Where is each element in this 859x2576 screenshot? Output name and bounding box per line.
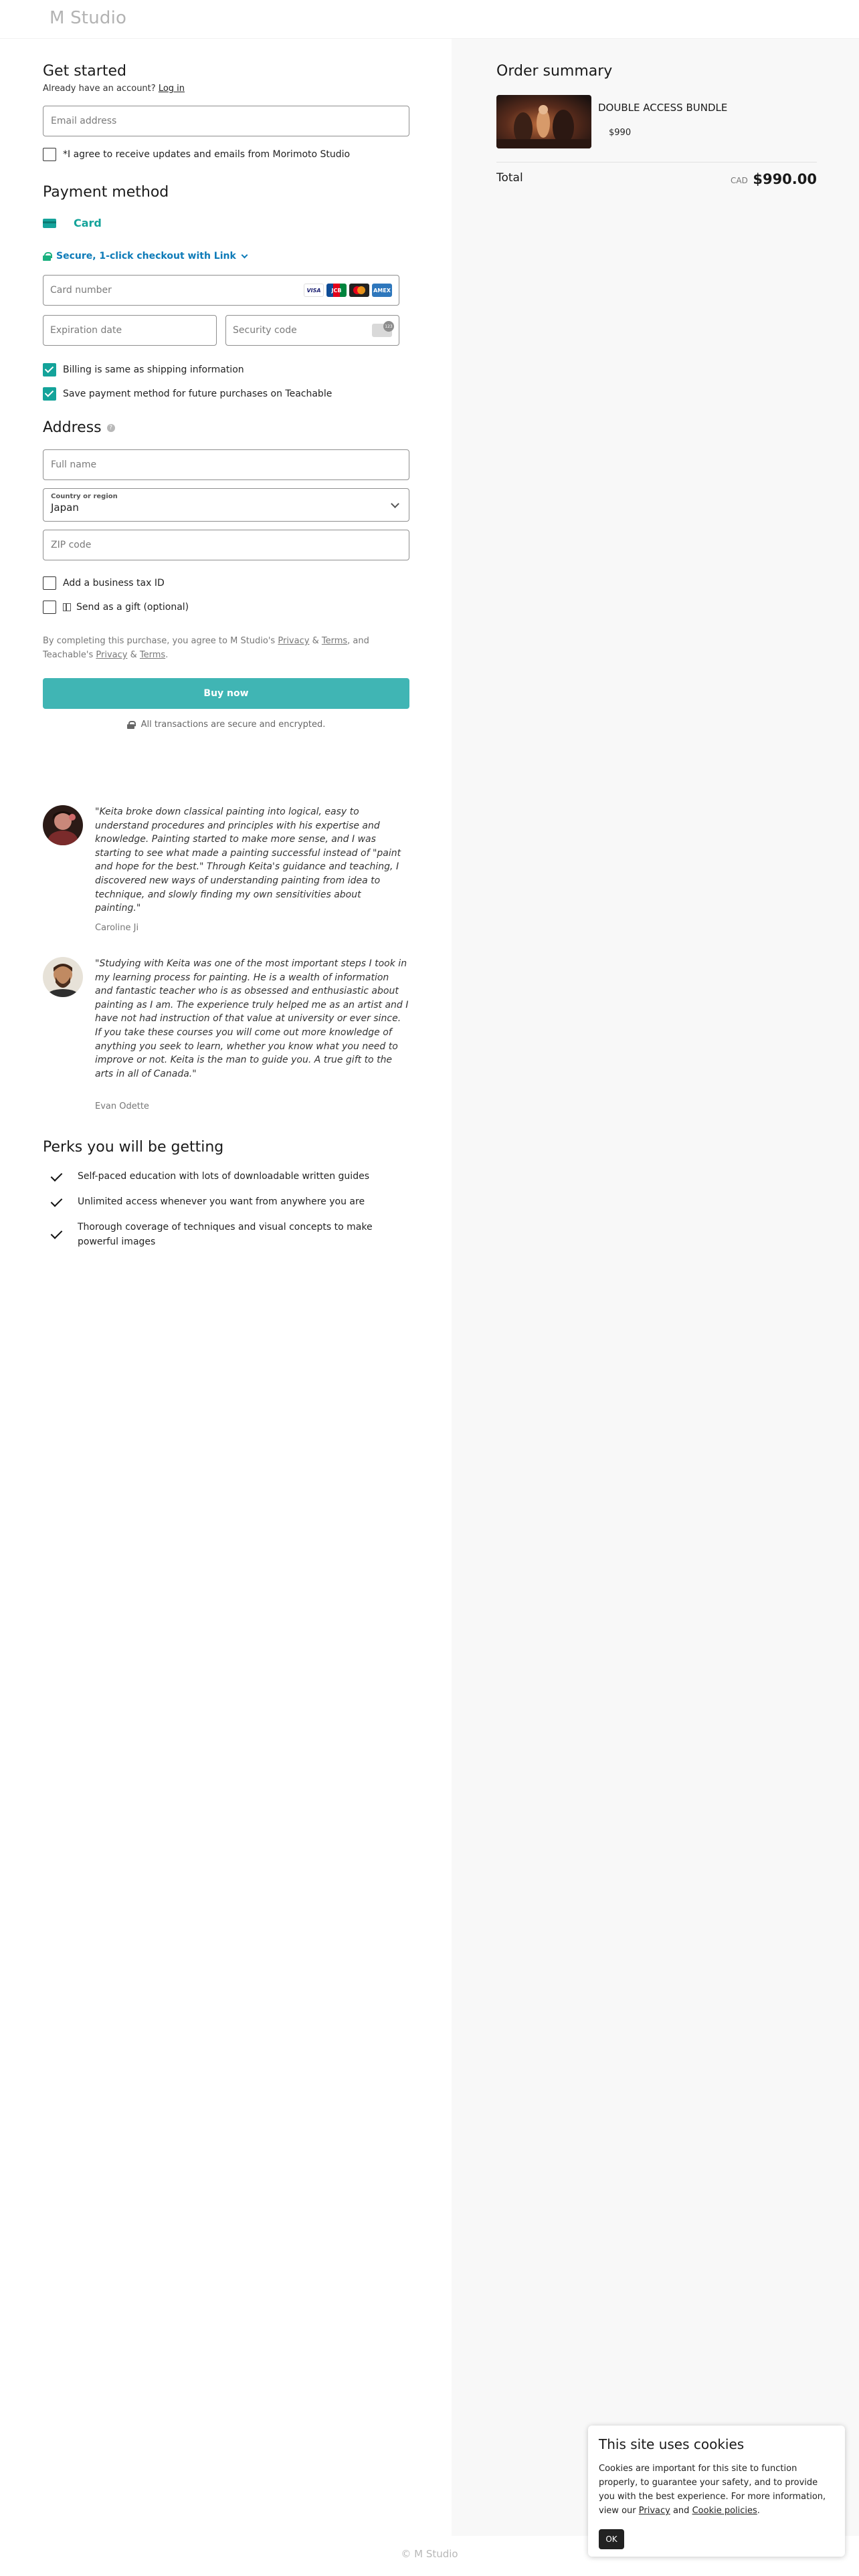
save-method-row[interactable] [43,387,409,401]
testimonial [43,805,409,946]
terms-period: . [165,650,169,660]
expiry-placeholder: Expiration date [50,325,122,336]
expiry-input[interactable] [43,315,217,346]
gift-icon [63,603,71,611]
card-brands [304,284,392,297]
card-number-placeholder: Card number [50,285,112,296]
chevron-down-icon [241,251,248,258]
card-option-label: Card [74,217,102,229]
country-label: Country or region [51,493,118,500]
lock-icon [43,252,51,261]
checkmark-icon [50,1194,64,1209]
country-select[interactable] [43,488,409,522]
copyright: © M Studio [401,2548,458,2560]
cookie-period: . [757,2506,760,2516]
billing-same-checkbox[interactable] [43,363,56,377]
cookie-policies-link[interactable]: Cookie policies [692,2506,757,2516]
address-title [43,419,409,436]
testimonial-quote: "Keita broke down classical painting into logical, easy to understand procedures and principles with his expertise and knowledge. Painting started to make more sense, and I was starting to see what made a painting successful instead of "paint and hope for the best." Through Keita's guidance and teaching, I discovered new ways of understanding painting from idea to technique, and slowly finding my own sensitivities about painting." [95,807,401,914]
updates-consent-checkbox[interactable] [43,148,56,161]
cookie-privacy-link[interactable]: Privacy [638,2506,670,2516]
business-tax-checkbox[interactable] [43,576,56,590]
business-tax-row[interactable] [43,576,409,590]
secure-note [43,720,409,730]
perk-item [43,1169,409,1184]
perk-text: Unlimited access whenever you want from anywhere you are [78,1196,365,1207]
card-number-input[interactable] [43,275,399,306]
full-name-placeholder: Full name [51,459,97,470]
cvc-icon [372,324,392,337]
address-title-text: Address [43,419,102,436]
cookie-and: and [672,2506,690,2516]
perks-section [43,1139,409,1249]
total-amount: $990.00 [753,171,817,187]
avatar [43,957,83,997]
gift-checkbox[interactable] [43,601,56,614]
testimonial-author: Caroline Ji [95,923,139,933]
jcb-icon: JCB [326,284,347,297]
total-label: Total [496,171,523,185]
card-details-row [43,306,409,347]
billing-same-row[interactable] [43,363,409,377]
teachable-prefix: Teachable's [43,650,94,660]
cookie-ok-button[interactable]: OK [599,2529,624,2549]
zip-input[interactable] [43,530,409,560]
summary-divider [496,162,817,163]
cookie-body [599,2462,834,2518]
terms-amp: & [130,650,137,660]
checkmark-icon [50,1169,64,1184]
perks-title: Perks you will be getting [43,1139,224,1156]
product-price: $990 [609,128,632,138]
updates-consent-label: *I agree to receive updates and emails from Morimoto Studio [63,149,351,160]
cookie-body-text: Cookies are important for this site to function properly, to guarantee your safety, and to provide you with the best experience. For more information, view our [599,2464,826,2516]
perk-item [43,1194,409,1209]
teachable-privacy-link[interactable]: Privacy [96,650,128,660]
perk-text: Thorough coverage of techniques and visual concepts to make powerful images [78,1222,373,1247]
perk-text: Self-paced education with lots of downloadable written guides [78,1171,369,1182]
account-prompt-text: Already have an account? [43,84,156,94]
zip-placeholder: ZIP code [51,540,92,550]
product-thumbnail [496,95,591,148]
testimonial-author: Evan Odette [95,1101,149,1111]
login-prompt [43,84,409,94]
testimonial [43,957,409,1117]
security-code-placeholder: Security code [233,325,297,336]
terms-and: , and [347,636,369,646]
link-checkout-toggle[interactable] [43,251,409,261]
business-tax-label: Add a business tax ID [63,578,165,588]
link-checkout-label: Secure, 1-click checkout with Link [56,251,236,261]
billing-same-label: Billing is same as shipping information [63,364,244,375]
avatar [43,805,83,845]
updates-consent-row[interactable] [43,148,409,161]
cookie-title: This site uses cookies [599,2436,745,2452]
login-link[interactable]: Log in [158,84,185,94]
order-summary-panel [452,39,859,2536]
checkout-form [43,63,409,730]
security-code-input[interactable] [225,315,399,346]
terms-text [43,634,409,662]
get-started-title: Get started [43,63,126,80]
gift-row[interactable] [43,601,409,614]
email-input[interactable] [43,106,409,136]
email-placeholder: Email address [51,116,117,126]
terms-amp: & [312,636,319,646]
country-value: Japan [51,502,79,514]
help-icon[interactable]: ? [107,424,115,432]
save-method-checkbox[interactable] [43,387,56,401]
cookie-banner [588,2426,845,2557]
secure-note-text: All transactions are secure and encrypted. [140,720,326,730]
total-currency: CAD [731,176,748,185]
checkmark-icon [50,1226,64,1241]
buy-now-button[interactable]: Buy now [43,678,409,709]
payment-method-title: Payment method [43,184,169,201]
order-summary-title: Order summary [496,63,613,80]
lock-icon [127,721,134,729]
credit-card-icon [43,219,56,228]
brand-logo[interactable]: M Studio [50,8,127,28]
card-payment-option[interactable] [43,217,409,229]
amex-icon: AMEX [372,284,392,297]
full-name-input[interactable] [43,449,409,480]
testimonial-quote: "Studying with Keita was one of the most important steps I took in my learning process for painting. He is a wealth of information and fantastic teacher who is as obsessed and enthusiastic about painting as I am. The experience truly helped me as an artist and I have not had instruction of that value at university or ever since. If you take these courses you will come out more knowledge of anything you seek to learn, whether you know what you need to improve or not. Keita is the man to guide you. A true gift to the arts in all of Canada." [95,958,409,1079]
mstudio-privacy-link[interactable]: Privacy [278,636,310,646]
mstudio-terms-link[interactable]: Terms [321,636,348,646]
visa-icon: VISA [304,284,324,297]
mastercard-icon [349,284,369,297]
perk-item [43,1220,409,1249]
gift-label: Send as a gift (optional) [76,602,189,613]
teachable-terms-link[interactable]: Terms [139,650,166,660]
terms-prefix: By completing this purchase, you agree to M Studio's [43,636,276,646]
site-header [0,0,859,39]
save-method-label: Save payment method for future purchases on Teachable [63,389,332,399]
product-name: DOUBLE ACCESS BUNDLE [598,102,728,114]
